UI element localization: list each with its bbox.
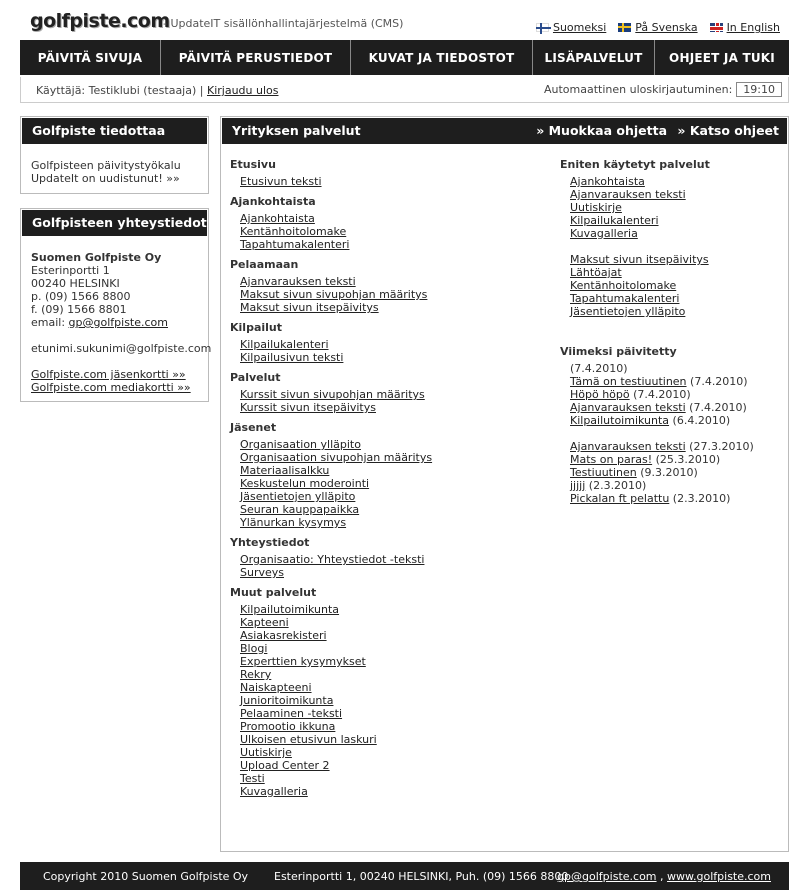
cms-subtitle: - UpdateIT sisällönhallintajärjestelmä (CMS) — [163, 17, 404, 30]
section-title-ajankohtaista: Ajankohtaista — [230, 195, 316, 208]
lang-swedish[interactable] — [618, 21, 697, 34]
most-used-link[interactable]: Jäsentietojen ylläpito — [570, 305, 686, 318]
recent-item — [570, 362, 785, 375]
recent-item — [570, 388, 785, 401]
finland-flag-icon — [536, 23, 549, 32]
view-help-link[interactable]: » Katso ohjeet — [677, 123, 779, 138]
nav-update-basic-info[interactable]: PÄIVITÄ PERUSTIEDOT — [161, 40, 351, 75]
most-used-link[interactable]: Lähtöajat — [570, 266, 622, 279]
contact-email-link[interactable]: gp@golfpiste.com — [68, 316, 168, 329]
nav-help-support[interactable]: OHJEET JA TUKI — [669, 50, 775, 65]
most-used-title: Eniten käytetyt palvelut — [560, 158, 710, 171]
service-link[interactable]: Kapteeni — [240, 616, 289, 629]
service-link[interactable]: Testi — [240, 772, 265, 785]
contact-email-label: email: — [31, 316, 66, 329]
contact-phone: p. (09) 1566 8800 — [31, 290, 131, 303]
section-list-kilpailut — [230, 338, 550, 364]
news-title: Golfpiste tiedottaa — [22, 118, 207, 144]
recent-link[interactable]: jjjjj — [570, 479, 586, 492]
most-used-link[interactable]: Kentänhoitolomake — [570, 279, 677, 292]
service-link[interactable]: Ajankohtaista — [240, 212, 315, 225]
edit-help-link[interactable]: » Muokkaa ohjetta — [536, 123, 668, 138]
contact-box — [20, 208, 212, 402]
recent-item — [570, 375, 785, 388]
nav-images-files[interactable]: KUVAT JA TIEDOSTOT — [351, 40, 533, 75]
service-link[interactable]: Kentänhoitolomake — [240, 225, 347, 238]
recent-item — [570, 466, 785, 479]
logout-timer: 19:10 — [736, 82, 782, 97]
recent-item — [570, 492, 785, 505]
recent-item — [570, 401, 785, 414]
service-link[interactable]: Rekry — [240, 668, 272, 681]
footer-address: Esterinportti 1, 00240 HELSINKI, Puh. (09) 1566 8800 — [274, 870, 569, 883]
contact-city: 00240 HELSINKI — [31, 277, 120, 290]
service-link[interactable]: Experttien kysymykset — [240, 655, 366, 668]
recent-date: (6.4.2010) — [669, 414, 731, 427]
service-link[interactable]: Kurssit sivun sivupohjan määritys — [240, 388, 425, 401]
member-card-link[interactable]: Golfpiste.com jäsenkortti »» — [31, 368, 186, 381]
recent-link[interactable]: Höpö höpö — [570, 388, 630, 401]
uk-flag-icon — [710, 23, 723, 32]
section-title-etusivu: Etusivu — [230, 158, 276, 171]
media-card-link[interactable]: Golfpiste.com mediakortti »» — [31, 381, 191, 394]
section-list-etusivu — [230, 175, 550, 188]
news-line1: Golfpisteen päivitystyökalu — [31, 159, 181, 172]
language-selector — [536, 21, 780, 34]
services-box — [220, 116, 789, 852]
lang-swedish-link[interactable]: På Svenska — [635, 21, 698, 34]
lang-english[interactable] — [710, 21, 780, 34]
service-link[interactable]: Seuran kauppapaikka — [240, 503, 360, 516]
service-link[interactable]: Organisaation ylläpito — [240, 438, 361, 451]
recent-date: (27.3.2010) — [685, 440, 754, 453]
sweden-flag-icon — [618, 23, 631, 32]
recent-link[interactable]: Mats on paras! — [570, 453, 653, 466]
recent-link[interactable]: Pickalan ft pelattu — [570, 492, 670, 505]
service-link[interactable]: Maksut sivun sivupohjan määritys — [240, 288, 428, 301]
section-title-muut-palvelut: Muut palvelut — [230, 586, 317, 599]
recent-date: (7.4.2010) — [629, 388, 691, 401]
service-link[interactable]: Surveys — [240, 566, 284, 579]
logout-link[interactable]: Kirjaudu ulos — [206, 84, 279, 97]
recent-list-2 — [560, 440, 785, 505]
service-link[interactable]: Promootio ikkuna — [240, 720, 336, 733]
footer-site-link[interactable]: www.golfpiste.com — [667, 870, 771, 883]
recent-list — [560, 362, 785, 427]
header — [30, 8, 782, 38]
contact-fax: f. (09) 1566 8801 — [31, 303, 127, 316]
recent-title: Viimeksi päivitetty — [560, 345, 677, 358]
services-title: Yrityksen palvelut — [232, 123, 361, 138]
nav-additional-services[interactable]: LISÄPALVELUT — [533, 40, 655, 75]
contact-email-pattern: etunimi.sukunimi@golfpiste.com — [31, 342, 212, 355]
recent-date: (2.3.2010) — [669, 492, 731, 505]
recent-link[interactable]: Testiuutinen — [570, 466, 637, 479]
section-title-pelaamaan: Pelaamaan — [230, 258, 299, 271]
most-used-list — [560, 175, 785, 240]
section-list-ajankohtaista — [230, 212, 550, 251]
recent-link[interactable]: Tämä on testiuutinen — [570, 375, 687, 388]
recent-item — [570, 479, 785, 492]
service-link[interactable]: Blogi — [240, 642, 268, 655]
footer-copyright: Copyright 2010 Suomen Golfpiste Oy — [43, 870, 249, 883]
recent-link[interactable]: Ajanvarauksen teksti — [570, 440, 686, 453]
recent-link[interactable]: Kilpailutoimikunta — [570, 414, 670, 427]
service-link[interactable]: Ylänurkan kysymys — [240, 516, 347, 529]
service-link[interactable]: Kurssit sivun itsepäivitys — [240, 401, 376, 414]
news-box — [20, 116, 209, 194]
most-used-link[interactable]: Tapahtumakalenteri — [570, 292, 680, 305]
section-list-jasenet — [230, 438, 550, 529]
section-list-yhteystiedot — [230, 553, 550, 579]
most-used-link[interactable]: Kilpailukalenteri — [570, 214, 659, 227]
service-link[interactable]: Ulkoisen etusivun laskuri — [240, 733, 377, 746]
services-header — [222, 118, 787, 144]
recent-date: (25.3.2010) — [652, 453, 721, 466]
recent-date: (7.4.2010) — [686, 375, 748, 388]
service-link[interactable]: Maksut sivun itsepäivitys — [240, 301, 379, 314]
recent-date: (7.4.2010) — [685, 401, 747, 414]
user-info — [36, 84, 278, 97]
service-link[interactable]: Junioritoimikunta — [240, 694, 334, 707]
recent-item — [570, 453, 785, 466]
service-link[interactable]: Jäsentietojen ylläpito — [240, 490, 356, 503]
service-link[interactable]: Uutiskirje — [240, 746, 292, 759]
contact-title: Golfpisteen yhteystiedot — [22, 210, 207, 236]
section-title-palvelut: Palvelut — [230, 371, 281, 384]
service-link[interactable]: Kilpailusivun teksti — [240, 351, 344, 364]
service-link[interactable]: Kuvagalleria — [240, 785, 308, 798]
most-used-link[interactable]: Ajankohtaista — [570, 175, 645, 188]
service-link[interactable]: Materiaalisalkku — [240, 464, 330, 477]
service-link[interactable]: Naiskapteeni — [240, 681, 312, 694]
services-right-column — [560, 158, 785, 505]
footer — [20, 862, 789, 890]
contact-email-row — [31, 316, 198, 329]
most-used-link[interactable]: Maksut sivun itsepäivitys — [570, 253, 709, 266]
section-list-pelaamaan — [230, 275, 550, 314]
service-link[interactable]: Kilpailukalenteri — [240, 338, 329, 351]
contact-company: Suomen Golfpiste Oy — [31, 251, 162, 264]
section-title-kilpailut: Kilpailut — [230, 321, 282, 334]
contact-body — [21, 237, 212, 402]
auto-logout — [544, 82, 782, 97]
service-link[interactable]: Pelaaminen -teksti — [240, 707, 343, 720]
nav-update-pages[interactable]: PÄIVITÄ SIVUJA — [20, 40, 161, 75]
footer-email-link[interactable]: gp@golfpiste.com — [557, 870, 657, 883]
services-content — [221, 145, 788, 845]
service-link[interactable]: Tapahtumakalenteri — [240, 238, 350, 251]
lang-finnish-link[interactable]: Suomeksi — [552, 21, 607, 34]
footer-links — [557, 870, 771, 883]
most-used-link[interactable]: Uutiskirje — [570, 201, 622, 214]
service-link[interactable]: Ajanvarauksen teksti — [240, 275, 356, 288]
service-link[interactable]: Organisaation sivupohjan määritys — [240, 451, 433, 464]
footer-separator: , — [660, 870, 664, 883]
service-link[interactable]: Upload Center 2 — [240, 759, 330, 772]
service-link[interactable]: Asiakasrekisteri — [240, 629, 327, 642]
news-line2[interactable]: UpdateIt on uudistunut! »» — [31, 172, 180, 185]
auto-logout-label: Automaattinen uloskirjautuminen: — [543, 83, 733, 96]
lang-english-link[interactable]: In English — [726, 21, 780, 34]
user-label: Käyttäjä: Testiklubi (testaaja) | — [36, 84, 204, 97]
recent-date: (2.3.2010) — [585, 479, 647, 492]
recent-item — [570, 440, 785, 453]
recent-date: (9.3.2010) — [636, 466, 698, 479]
user-bar — [20, 77, 789, 103]
recent-date: (7.4.2010) — [570, 362, 628, 375]
recent-item — [570, 414, 785, 427]
services-left-column — [230, 158, 550, 798]
most-used-link[interactable]: Kuvagalleria — [570, 227, 638, 240]
section-list-muut-palvelut — [230, 603, 550, 798]
section-title-jasenet: Jäsenet — [230, 421, 277, 434]
contact-street: Esterinportti 1 — [31, 264, 110, 277]
section-title-yhteystiedot: Yhteystiedot — [230, 536, 310, 549]
service-link[interactable]: Organisaatio: Yhteystiedot -teksti — [240, 553, 425, 566]
main-nav — [20, 40, 789, 75]
news-body — [21, 145, 208, 193]
service-link[interactable]: Keskustelun moderointi — [240, 477, 370, 490]
help-links — [530, 118, 779, 144]
most-used-list-2 — [560, 253, 785, 318]
service-link[interactable]: Etusivun teksti — [240, 175, 322, 188]
most-used-link[interactable]: Ajanvarauksen teksti — [570, 188, 686, 201]
lang-finnish[interactable] — [536, 21, 606, 34]
service-link[interactable]: Kilpailutoimikunta — [240, 603, 340, 616]
section-list-palvelut — [230, 388, 550, 414]
recent-link[interactable]: Ajanvarauksen teksti — [570, 401, 686, 414]
golfpiste-logo[interactable]: golfpiste.com — [30, 10, 170, 32]
